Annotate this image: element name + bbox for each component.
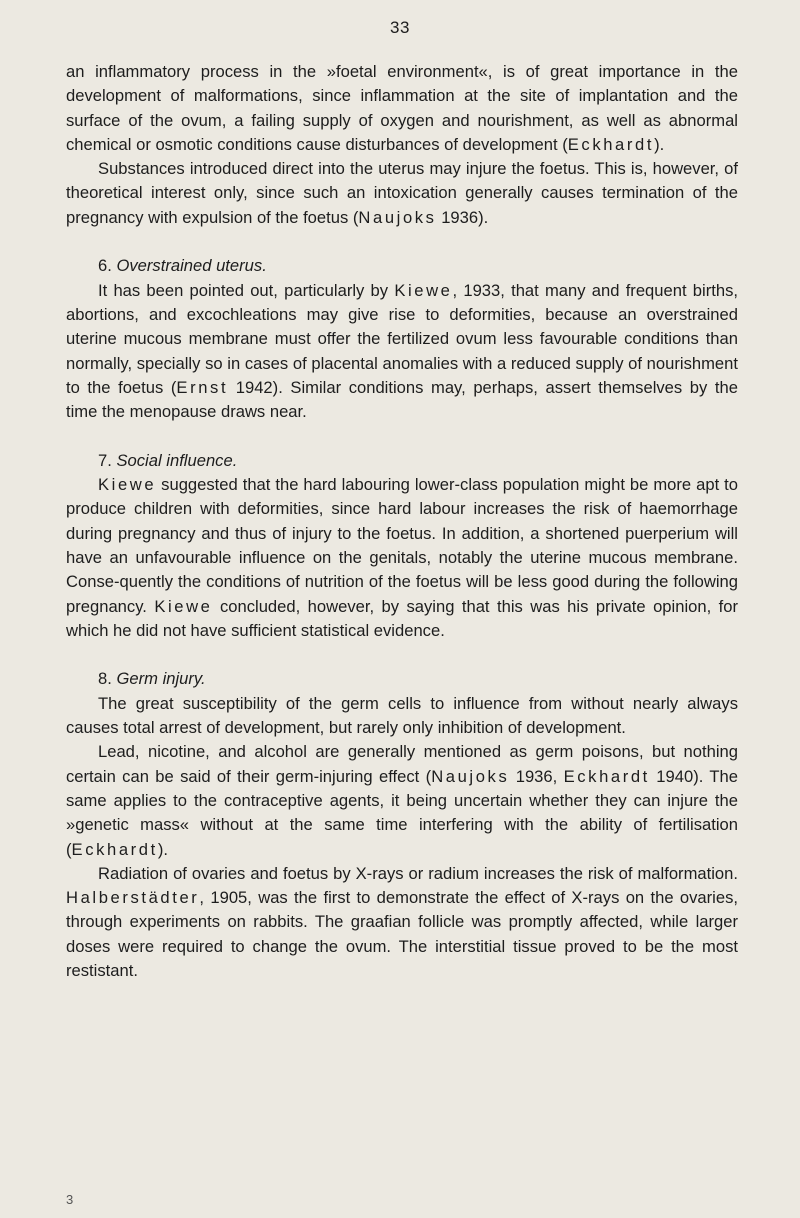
author-name: Eckhardt xyxy=(567,134,655,154)
paragraph: Kiewe suggested that the hard labouring lower-class population might be more apt to produce children with deformities, since hard labour increases the risk of haemorrhage during pregnancy and thus of injury to the foetus. In addition, a shortened puerperium will have an unfavourable influence on the genitals, notably the uterine mucous membrane. Conse-quently the conditions of nutrition of the foetus will be less good during the following pregnancy. Kiewe concluded, however, by saying that this was his private opinion, for which he did not have sufficient statistical evidence. xyxy=(66,475,738,640)
paragraph: Substances introduced direct into the uterus may injure the foetus. This is, however, of theoretical interest only, since such an intoxication generally causes termination of the pregnancy with expulsion of the foetus (Naujoks 1936). xyxy=(66,159,738,227)
author-name: Kiewe xyxy=(394,280,453,300)
author-name: Ernst xyxy=(176,377,229,397)
paragraph: It has been pointed out, particularly by Kiewe, 1933, that many and frequent births, abortions, and excochleations may give rise to deformities, because an overstrained uterine mucous membrane must offer the fertilized ovum less favourable conditions than normally, specially so in cases of placental anomalies with a reduced supply of nourishment to the foetus (Ernst 1942). Similar conditions may, perhaps, assert themselves by the time the menopause draws near. xyxy=(66,280,738,422)
author-name: Naujoks xyxy=(358,207,437,227)
section-title: Social influence. xyxy=(116,450,238,470)
signature-mark: 3 xyxy=(66,1192,74,1207)
section-heading-6: 6. Overstrained uterus. xyxy=(98,256,267,276)
section-title: Overstrained uterus. xyxy=(116,256,267,276)
paragraph: an inflammatory process in the »foetal environment«, is of great importance in the development of malformations, since inflammation at the site of implantation and the surface of the ovum, a failing supply of oxygen and nourishment, as well as abnormal chemical or osmotic conditions cause disturbances of development (Eckhardt). xyxy=(66,62,738,154)
author-name: Kiewe xyxy=(98,475,157,495)
section-title: Germ injury. xyxy=(116,669,206,689)
paragraph: The great susceptibility of the germ cells to influence from without nearly always causes total arrest of development, but rarely only inhibition of development. xyxy=(66,693,738,738)
author-name: Eckhardt xyxy=(563,766,650,786)
author-name: Eckhardt xyxy=(71,839,158,859)
paragraph: Radiation of ovaries and foetus by X-rays or radium increases the risk of malformation. Halberstädter, 1905, was the first to demonstrate the effect of X-rays on the ovaries, through experiments on rabbits. The graafian follicle was promptly affected, while larger doses were required to change the ovum. The interstitial tissue proved to be the most restistant. xyxy=(66,863,738,980)
section-heading-8: 8. Germ injury. xyxy=(98,669,206,689)
author-name: Naujoks xyxy=(431,766,510,786)
page-number: 33 xyxy=(390,18,410,37)
author-name: Kiewe xyxy=(154,596,213,616)
body-text xyxy=(66,60,738,983)
author-name: Halberstädter xyxy=(66,888,200,908)
section-heading-7: 7. Social influence. xyxy=(98,450,238,470)
paragraph: Lead, nicotine, and alcohol are generally mentioned as germ poisons, but nothing certain can be said of their germ-injuring effect (Naujoks 1936, Eckhardt 1940). The same applies to the contraceptive agents, it being uncertain whether they can injure the »genetic mass« without at the same time interfering with the ability of fertilisation (Eckhardt). xyxy=(66,742,738,859)
